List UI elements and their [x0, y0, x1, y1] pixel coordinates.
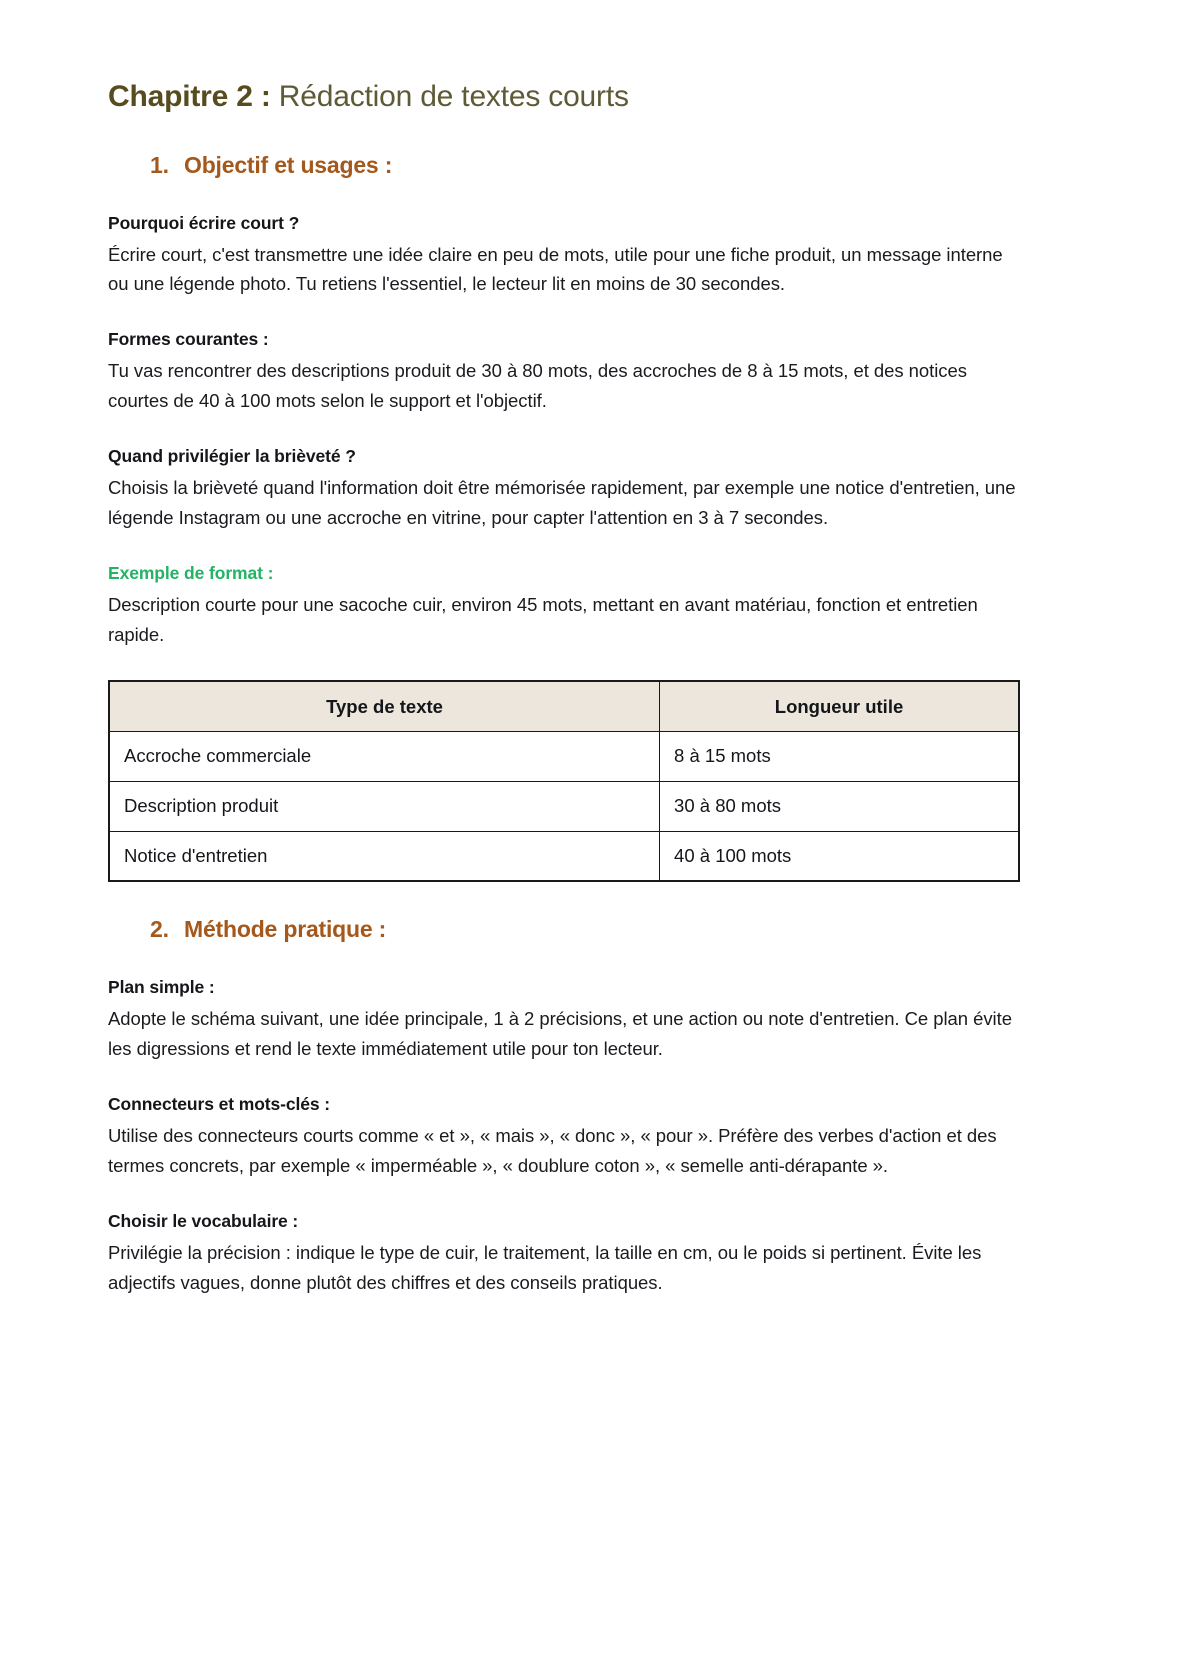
block-plan-simple	[108, 977, 1020, 1064]
block-title: Plan simple :	[108, 977, 215, 998]
table-cell-type: Notice d'entretien	[109, 831, 660, 881]
table-column-header-longueur-utile: Longueur utile	[660, 681, 1019, 731]
table-row	[109, 731, 1019, 781]
table-cell-length: 8 à 15 mots	[660, 731, 1019, 781]
block-body: Adopte le schéma suivant, une idée principale, 1 à 2 précisions, et une action ou note d'entretien. Ce plan évite les digressions et rend le texte immédiatement utile pour ton lecteur.	[108, 1008, 1012, 1060]
block-title: Quand privilégier la brièveté ?	[108, 446, 356, 467]
section-title: Méthode pratique :	[184, 916, 387, 943]
table-row	[109, 831, 1019, 881]
section-number: 1.	[150, 151, 169, 178]
section-heading-methode-pratique	[108, 916, 1020, 943]
block-title: Choisir le vocabulaire :	[108, 1211, 299, 1232]
table-cell-length: 30 à 80 mots	[660, 781, 1019, 831]
block-formes-courantes	[108, 329, 1020, 416]
block-body: Privilégie la précision : indique le type de cuir, le traitement, la taille en cm, ou le poids si pertinent. Évite les adjectifs vagues, donne plutôt des chiffres et des conseils pratiques.	[108, 1242, 982, 1294]
block-body: Choisis la brièveté quand l'information doit être mémorisée rapidement, par exemple une notice d'entretien, une légende Instagram ou une accroche en vitrine, pour capter l'attention en 3 à 7 secondes.	[108, 477, 1016, 529]
table-cell-length: 40 à 100 mots	[660, 831, 1019, 881]
table-header-row	[109, 681, 1019, 731]
chapter-subject: Rédaction de textes courts	[270, 80, 629, 113]
block-body: Tu vas rencontrer des descriptions produit de 30 à 80 mots, des accroches de 8 à 15 mots, et des notices courtes de 40 à 100 mots selon le support et l'objectif.	[108, 360, 967, 412]
block-title: Pourquoi écrire court ?	[108, 212, 300, 233]
section-number: 2.	[150, 916, 169, 943]
block-title: Formes courantes :	[108, 329, 269, 350]
section-heading-objectif-et-usages	[108, 152, 1020, 179]
table-row	[109, 781, 1019, 831]
table-cell-type: Accroche commerciale	[109, 731, 660, 781]
block-exemple-de-format	[108, 563, 1020, 650]
block-choisir-le-vocabulaire	[108, 1211, 1020, 1298]
block-body: Description courte pour une sacoche cuir, environ 45 mots, mettant en avant matériau, fonction et entretien rapide.	[108, 594, 978, 646]
chapter-label: Chapitre 2 :	[108, 80, 271, 113]
block-title: Connecteurs et mots-clés :	[108, 1094, 331, 1115]
block-connecteurs-et-mots-cles	[108, 1094, 1020, 1181]
block-body: Utilise des connecteurs courts comme « et », « mais », « donc », « pour ». Préfère des verbes d'action et des termes concrets, par exemple « imperméable », « doublure coton », « semelle anti-dérapante ».	[108, 1125, 997, 1177]
table-container	[108, 680, 1020, 882]
page-title	[108, 78, 1020, 116]
block-quand-privilegier-la-brievete	[108, 446, 1020, 533]
block-pourquoi-ecrire-court	[108, 213, 1020, 300]
block-title: Exemple de format :	[108, 563, 274, 584]
table-cell-type: Description produit	[109, 781, 660, 831]
section-title: Objectif et usages :	[184, 151, 393, 178]
block-body: Écrire court, c'est transmettre une idée claire en peu de mots, utile pour une fiche produit, un message interne ou une légende photo. Tu retiens l'essentiel, le lecteur lit en moins de 30 secondes.	[108, 243, 1003, 295]
table-column-header-type-de-texte: Type de texte	[109, 681, 660, 731]
text-length-table	[108, 680, 1020, 882]
